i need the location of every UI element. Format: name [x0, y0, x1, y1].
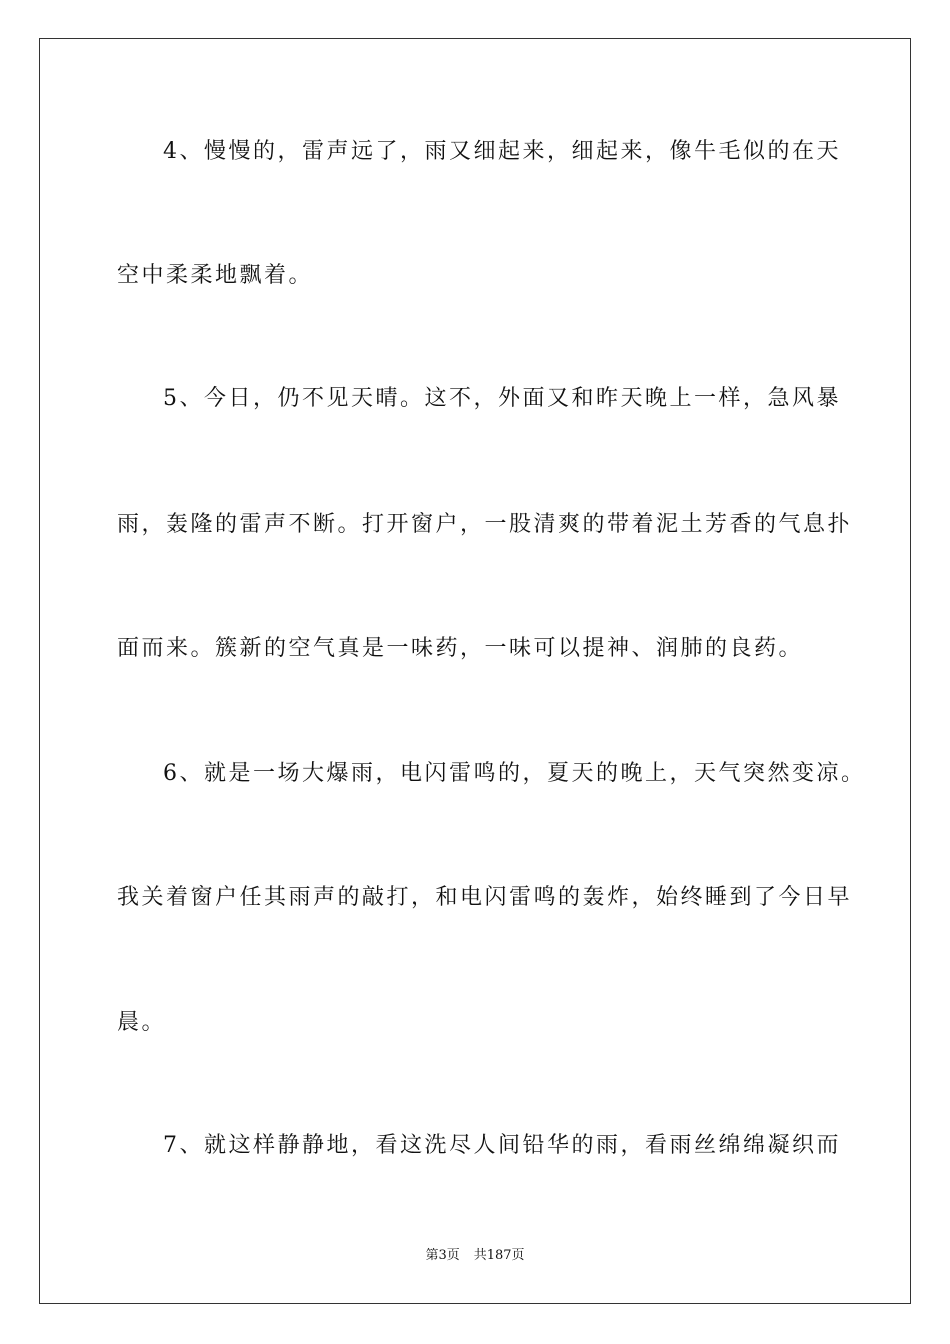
paragraph-6-line-1: 6、就是一场大爆雨，电闪雷鸣的，夏天的晚上，天气突然变凉。 — [163, 761, 866, 786]
paragraph-5-line-2: 雨，轰隆的雷声不断。打开窗户，一股清爽的带着泥土芳香的气息扑 — [117, 512, 853, 537]
paragraph-6-line-2: 我关着窗户任其雨声的敲打，和电闪雷鸣的轰炸，始终睡到了今日早 — [117, 885, 853, 910]
paragraph-5-line-3: 面而来。簇新的空气真是一味药，一味可以提神、润肺的良药。 — [117, 636, 804, 661]
paragraph-7-line-1: 7、就这样静静地，看这洗尽人间铅华的雨，看雨丝绵绵凝织而 — [163, 1133, 841, 1158]
paragraph-5-line-1: 5、今日，仍不见天晴。这不，外面又和昨天晚上一样，急风暴 — [163, 386, 841, 411]
page-number: 第3页 — [425, 1248, 460, 1263]
paragraph-4-line-2: 空中柔柔地飘着。 — [117, 263, 314, 288]
paragraph-4-line-1: 4、慢慢的，雷声远了，雨又细起来，细起来，像牛毛似的在天 — [163, 139, 841, 164]
paragraph-6-line-3: 晨。 — [117, 1010, 167, 1035]
total-pages: 共187页 — [473, 1248, 525, 1263]
page-border — [39, 38, 911, 1304]
page-footer — [0, 1247, 950, 1265]
